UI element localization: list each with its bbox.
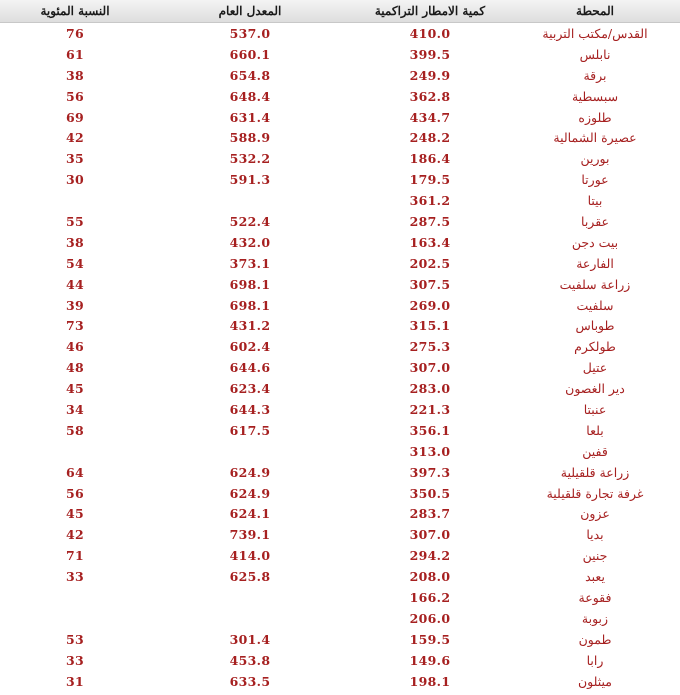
cell-average: 624.1 bbox=[229, 506, 271, 522]
cell-rainfall: 397.3 bbox=[409, 464, 451, 480]
cell-station: برقة bbox=[583, 67, 607, 83]
table-row bbox=[0, 629, 680, 650]
table-row bbox=[0, 169, 680, 190]
cell-rainfall: 294.2 bbox=[409, 548, 451, 564]
cell-station: زراعة قلقيلية bbox=[560, 464, 630, 480]
table-row bbox=[0, 462, 680, 483]
table-row bbox=[0, 441, 680, 462]
table-row bbox=[0, 671, 680, 692]
cell-rainfall: 361.2 bbox=[409, 193, 451, 209]
table-row bbox=[0, 44, 680, 65]
cell-percent: 42 bbox=[66, 130, 84, 146]
cell-rainfall: 356.1 bbox=[409, 422, 451, 438]
cell-station: طولكرم bbox=[574, 339, 616, 355]
cell-percent: 33 bbox=[66, 569, 84, 585]
cell-percent: 42 bbox=[66, 527, 84, 543]
cell-rainfall: 362.8 bbox=[409, 88, 451, 104]
cell-station: ميثلون bbox=[577, 673, 612, 689]
cell-rainfall: 149.6 bbox=[409, 652, 451, 668]
table-row bbox=[0, 420, 680, 441]
table-body bbox=[0, 23, 680, 692]
cell-station: جنين bbox=[582, 548, 608, 564]
table-row bbox=[0, 86, 680, 107]
cell-average: 588.9 bbox=[229, 130, 271, 146]
cell-percent: 76 bbox=[66, 25, 84, 41]
cell-percent: 48 bbox=[66, 360, 84, 376]
header-average[interactable]: المعدل العام bbox=[150, 0, 350, 23]
cell-station: بيتا bbox=[587, 193, 603, 209]
cell-rainfall: 307.0 bbox=[409, 360, 451, 376]
cell-station: سبسطية bbox=[571, 88, 619, 104]
cell-station: طمون bbox=[578, 631, 612, 647]
cell-station: عتيل bbox=[582, 360, 608, 376]
cell-percent: 56 bbox=[66, 88, 84, 104]
cell-station: عورتا bbox=[581, 172, 609, 188]
cell-percent: 39 bbox=[66, 297, 84, 313]
cell-percent: 58 bbox=[66, 422, 84, 438]
table-row bbox=[0, 399, 680, 420]
cell-rainfall: 350.5 bbox=[409, 485, 451, 501]
cell-station: بديا bbox=[586, 527, 604, 543]
table-row bbox=[0, 608, 680, 629]
cell-average: 301.4 bbox=[229, 631, 271, 647]
cell-average: 414.0 bbox=[229, 548, 271, 564]
cell-average: 631.4 bbox=[229, 109, 271, 125]
table-row bbox=[0, 378, 680, 399]
table-row bbox=[0, 503, 680, 524]
table-row bbox=[0, 232, 680, 253]
table-row bbox=[0, 587, 680, 608]
cell-station: الفارعة bbox=[576, 255, 614, 271]
header-rainfall[interactable]: كمية الامطار التراكمية bbox=[350, 0, 510, 23]
cell-percent: 38 bbox=[66, 234, 84, 250]
table-row bbox=[0, 315, 680, 336]
cell-rainfall: 313.0 bbox=[409, 443, 451, 459]
cell-percent: 45 bbox=[66, 381, 84, 397]
cell-percent: 69 bbox=[66, 109, 84, 125]
cell-rainfall: 202.5 bbox=[409, 255, 451, 271]
cell-station: عزون bbox=[580, 506, 610, 522]
cell-rainfall: 399.5 bbox=[409, 46, 451, 62]
cell-rainfall: 283.7 bbox=[409, 506, 451, 522]
cell-average bbox=[150, 190, 350, 211]
cell-average: 602.4 bbox=[229, 339, 271, 355]
header-row bbox=[0, 0, 680, 23]
cell-average: 624.9 bbox=[229, 485, 271, 501]
cell-station: دير الغصون bbox=[565, 381, 625, 397]
cell-percent: 54 bbox=[66, 255, 84, 271]
cell-station: بورين bbox=[580, 151, 610, 167]
table-row bbox=[0, 190, 680, 211]
cell-rainfall: 163.4 bbox=[409, 234, 451, 250]
table-row bbox=[0, 65, 680, 86]
cell-average: 739.1 bbox=[229, 527, 271, 543]
cell-station: بيت دجن bbox=[571, 234, 619, 250]
table-row bbox=[0, 566, 680, 587]
cell-rainfall: 179.5 bbox=[409, 172, 451, 188]
cell-average: 532.2 bbox=[229, 151, 271, 167]
cell-percent bbox=[0, 190, 150, 211]
table-row bbox=[0, 524, 680, 545]
cell-rainfall: 186.4 bbox=[409, 151, 451, 167]
cell-average: 537.0 bbox=[229, 25, 271, 41]
cell-rainfall: 208.0 bbox=[409, 569, 451, 585]
cell-average bbox=[150, 441, 350, 462]
cell-average: 654.8 bbox=[229, 67, 271, 83]
cell-rainfall: 275.3 bbox=[409, 339, 451, 355]
cell-station: بلعا bbox=[586, 422, 604, 438]
cell-station: سلفيت bbox=[576, 297, 614, 313]
table-row bbox=[0, 545, 680, 566]
cell-rainfall: 434.7 bbox=[409, 109, 451, 125]
cell-average: 431.2 bbox=[229, 318, 271, 334]
cell-percent: 53 bbox=[66, 631, 84, 647]
cell-rainfall: 198.1 bbox=[409, 673, 451, 689]
cell-station: غرفة تجارة قلقيلية bbox=[546, 485, 644, 501]
table-row bbox=[0, 483, 680, 504]
cell-average: 432.0 bbox=[229, 234, 271, 250]
cell-rainfall: 307.5 bbox=[409, 276, 451, 292]
cell-rainfall: 206.0 bbox=[409, 610, 451, 626]
cell-station: قفين bbox=[582, 443, 608, 459]
cell-percent: 56 bbox=[66, 485, 84, 501]
cell-average: 617.5 bbox=[229, 422, 271, 438]
cell-average: 648.4 bbox=[229, 88, 271, 104]
cell-percent: 55 bbox=[66, 213, 84, 229]
cell-rainfall: 249.9 bbox=[409, 67, 451, 83]
table-row bbox=[0, 253, 680, 274]
table-row bbox=[0, 357, 680, 378]
table-row bbox=[0, 23, 680, 44]
cell-average: 522.4 bbox=[229, 213, 271, 229]
cell-rainfall: 159.5 bbox=[409, 631, 451, 647]
cell-average: 633.5 bbox=[229, 673, 271, 689]
cell-average: 698.1 bbox=[229, 297, 271, 313]
cell-rainfall: 287.5 bbox=[409, 213, 451, 229]
header-percent[interactable]: النسبة المئوية bbox=[0, 0, 150, 23]
table-row bbox=[0, 148, 680, 169]
cell-percent bbox=[0, 608, 150, 629]
cell-average: 644.3 bbox=[229, 401, 271, 417]
cell-rainfall: 307.0 bbox=[409, 527, 451, 543]
cell-station: القدس/مكتب التربية bbox=[542, 25, 648, 41]
cell-average: 624.9 bbox=[229, 464, 271, 480]
cell-average bbox=[150, 587, 350, 608]
cell-station: عقربا bbox=[581, 213, 609, 229]
cell-percent: 35 bbox=[66, 151, 84, 167]
cell-station: طلوزه bbox=[578, 109, 612, 125]
cell-average: 625.8 bbox=[229, 569, 271, 585]
cell-station: زبوبة bbox=[581, 610, 609, 626]
table-row bbox=[0, 650, 680, 671]
table-row bbox=[0, 295, 680, 316]
cell-station: عصيرة الشمالية bbox=[553, 130, 637, 146]
cell-average: 623.4 bbox=[229, 381, 271, 397]
cell-average: 373.1 bbox=[229, 255, 271, 271]
cell-rainfall: 221.3 bbox=[409, 401, 451, 417]
cell-average: 591.3 bbox=[229, 172, 271, 188]
header-station[interactable]: المحطة bbox=[510, 0, 680, 23]
cell-station: طوباس bbox=[575, 318, 615, 334]
cell-average: 453.8 bbox=[229, 652, 271, 668]
cell-percent bbox=[0, 587, 150, 608]
table-row bbox=[0, 211, 680, 232]
table-row bbox=[0, 127, 680, 148]
cell-percent: 31 bbox=[66, 673, 84, 689]
cell-average: 660.1 bbox=[229, 46, 271, 62]
cell-station: يعبد bbox=[585, 569, 605, 585]
cell-station: رابا bbox=[586, 652, 604, 668]
cell-rainfall: 248.2 bbox=[409, 130, 451, 146]
cell-percent: 38 bbox=[66, 67, 84, 83]
cell-percent: 30 bbox=[66, 172, 84, 188]
table-row bbox=[0, 274, 680, 295]
cell-percent: 46 bbox=[66, 339, 84, 355]
cell-station: فقوعة bbox=[578, 589, 612, 605]
cell-percent: 33 bbox=[66, 652, 84, 668]
cell-percent: 61 bbox=[66, 46, 84, 62]
cell-percent: 34 bbox=[66, 401, 84, 417]
table-row bbox=[0, 107, 680, 128]
cell-percent: 44 bbox=[66, 276, 84, 292]
cell-rainfall: 166.2 bbox=[409, 589, 451, 605]
cell-station: عنبتا bbox=[583, 401, 607, 417]
cell-percent: 45 bbox=[66, 506, 84, 522]
cell-percent: 64 bbox=[66, 464, 84, 480]
cell-rainfall: 283.0 bbox=[409, 381, 451, 397]
cell-average: 644.6 bbox=[229, 360, 271, 376]
cell-average bbox=[150, 608, 350, 629]
cell-rainfall: 410.0 bbox=[409, 25, 451, 41]
cell-rainfall: 269.0 bbox=[409, 297, 451, 313]
cell-percent: 73 bbox=[66, 318, 84, 334]
cell-station: نابلس bbox=[579, 46, 611, 62]
cell-average: 698.1 bbox=[229, 276, 271, 292]
cell-percent bbox=[0, 441, 150, 462]
cell-rainfall: 315.1 bbox=[409, 318, 451, 334]
cell-percent: 71 bbox=[66, 548, 84, 564]
table-row bbox=[0, 336, 680, 357]
cell-station: زراعة سلفيت bbox=[559, 276, 631, 292]
